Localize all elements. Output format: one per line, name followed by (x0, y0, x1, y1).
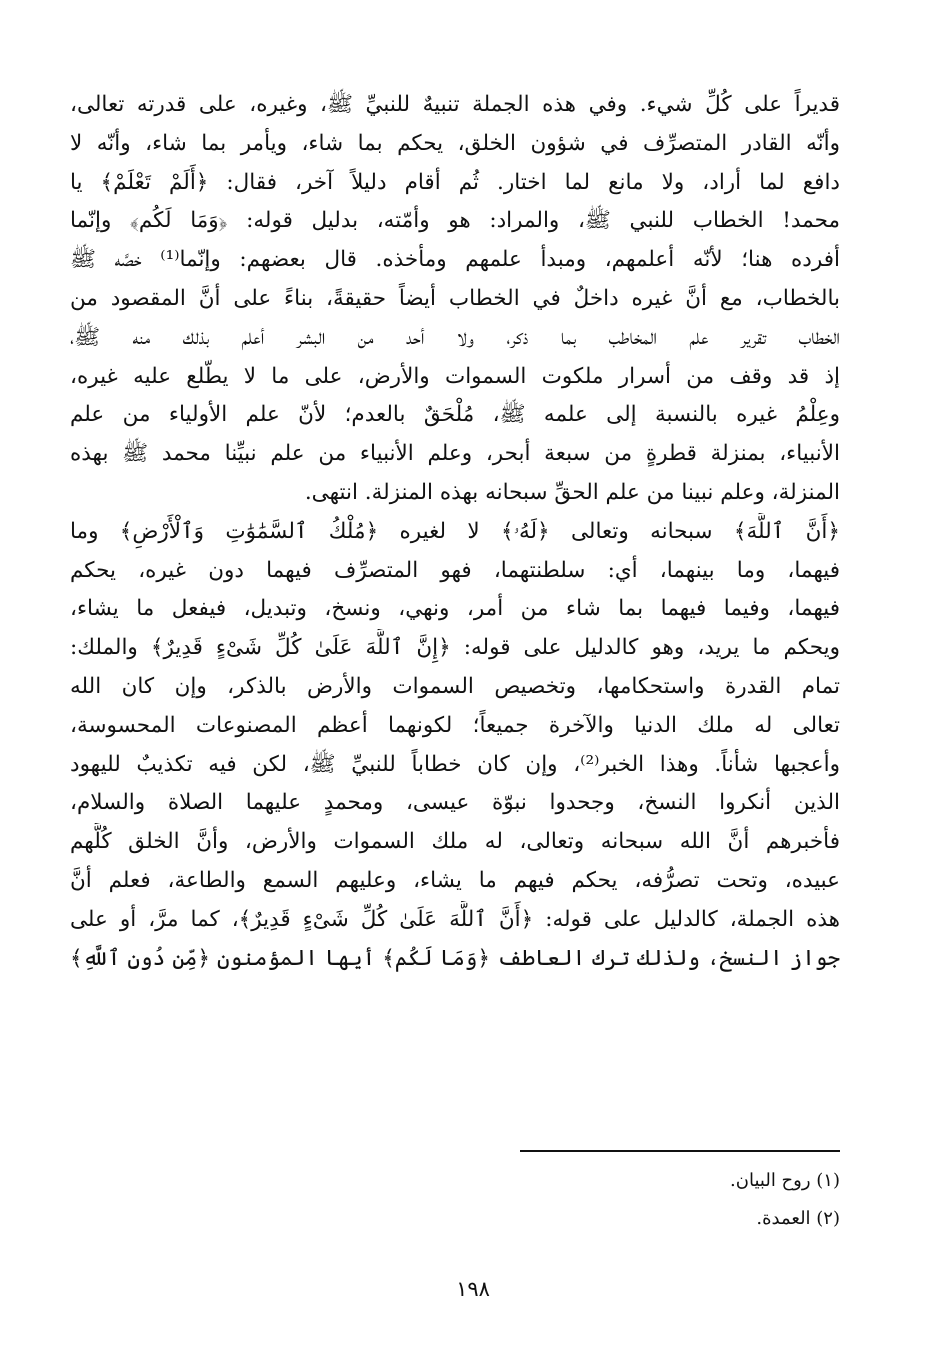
text-line: دافع لما أراد، ولا مانع لما اختار. ثُم أقام دليلاً آخر، فقال: ﴿أَلَمْ تَعْلَمْ﴾ يا (70, 169, 840, 195)
text-line: إذ قد وقف من أسرار ملكوت السموات والأرض، على ما لا يطّلع عليه غيره، (70, 363, 840, 389)
main-text (70, 86, 840, 978)
text-line: قديراً على كُلِّ شيء. وفي هذه الجملة تنبيهٌ للنبيِّ ﷺ، وغيره، على قدرته تعالى، (70, 92, 840, 117)
text-line: تمام القدرة واستحكامها، وتخصيص السموات والأرض بالذكر، وإن كان الله (70, 673, 840, 699)
text-line: عبيده، وتحت تصرُّفه، يحكم فيهم ما يشاء، وعليهم السمع والطاعة، فعلم أنَّ (70, 867, 840, 893)
text-line: تعالى له ملك الدنيا والآخرة جميعاً؛ لكونهما أعظم المصنوعات المحسوسة، (70, 712, 840, 738)
text-line: فيهما، وفيما فيهما بما شاء من أمر، ونهي، ونسخ، وتبديل، فيفعل ما يشاء، (70, 596, 840, 622)
text-line: ويحكم ما يريد، وهو كالدليل على قوله: ﴿إِنَّ ٱللَّهَ عَلَىٰ كُلِّ شَىْءٍ قَدِيرٌ﴾ والملك: (70, 635, 840, 661)
text-line: الذين أنكروا النسخ، وجحدوا نبوّة عيسى، ومحمدٍ عليهما الصلاة والسلام، (70, 790, 840, 816)
text-line: محمد! الخطاب للنبي ﷺ، والمراد: هو وأمّته، بدليل قوله: ﴿وَمَا لَكُم﴾ وإنّما (70, 208, 840, 234)
text-line: الأنبياء، بمنزلة قطرةٍ من سبعة أبحر، وعلم الأنبياء من علم نبيِّنا محمد ﷺ بهذه (70, 441, 840, 467)
footnote-2: (٢) العمدة. (756, 1208, 840, 1229)
text-line: وأعجبها شأناً. وهذا الخبر⁽²⁾، وإن كان خطاباً للنبيِّ ﷺ، لكن فيه تكذيبٌ لليهود (70, 751, 840, 777)
text-line: فأخبرهم أنَّ الله سبحانه وتعالى، له ملك السموات والأرض، وأنَّ الخلق كُلَّهم (70, 829, 840, 855)
paragraph-1 (70, 86, 840, 513)
text-line: جواز النسخ، ولذلك ترك العاطف ﴿وَمَا لَكُم﴾ أيها المؤمنون ﴿مِّن دُونِ ٱللَّهِ﴾ (70, 945, 840, 971)
text-line: هذه الجملة، كالدليل على قوله: ﴿أَنَّ ٱللَّهَ عَلَىٰ كُلِّ شَىْءٍ قَدِيرٌ﴾، كما مرَّ، أو على (70, 906, 840, 932)
paragraph-2 (70, 513, 840, 979)
page-number: ١٩٨ (456, 1277, 490, 1301)
text-line: المنزلة، وعلم نبينا من علم الحقِّ سبحانه بهذه المنزلة. انتهى. (304, 479, 840, 505)
text-line: ﴿أَنَّ ٱللَّهَ﴾ سبحانه وتعالى ﴿لَهُۥ﴾ لا لغيره ﴿مُلْكُ ٱلسَّمَٰوَٰتِ وَٱلْأَرْضِ﴾ وما (70, 518, 840, 544)
text-line: فيهما، وما بينهما، أي: سلطنتهما، فهو المتصرِّف فيهما دون غيره، يحكم (70, 557, 840, 583)
footnotes (520, 1162, 840, 1238)
text-line: وعِلْمُ غيره بالنسبة إلى علمه ﷺ، مُلْحَقٌ بالعدم؛ لأنّ علم الأولياء من علم (70, 402, 840, 428)
text-line: بالخطاب، مع أنَّ غيره داخلٌ في الخطاب أيضاً حقيقةً، بناءً على أنَّ المقصود من (70, 285, 840, 311)
text-line: وأنّه القادر المتصرِّف في شؤون الخلق، يحكم بما شاء، ويأمر بما شاء، وأنّه لا (70, 130, 840, 156)
text-line: الخطاب تقرير علم المخاطب بما ذكر، ولا أحد من البشر أعلم بذلك منه ﷺ، (70, 324, 840, 350)
footnote-1: (١) روح البيان. (730, 1170, 840, 1191)
footnote-divider (520, 1150, 840, 1152)
text-line: أفرده هنا؛ لأنّه أعلمهم، ومبدأ علمهم ومأخذه. قال بعضهم: وإنّما⁽¹⁾ خصَّه ﷺ (70, 247, 840, 273)
